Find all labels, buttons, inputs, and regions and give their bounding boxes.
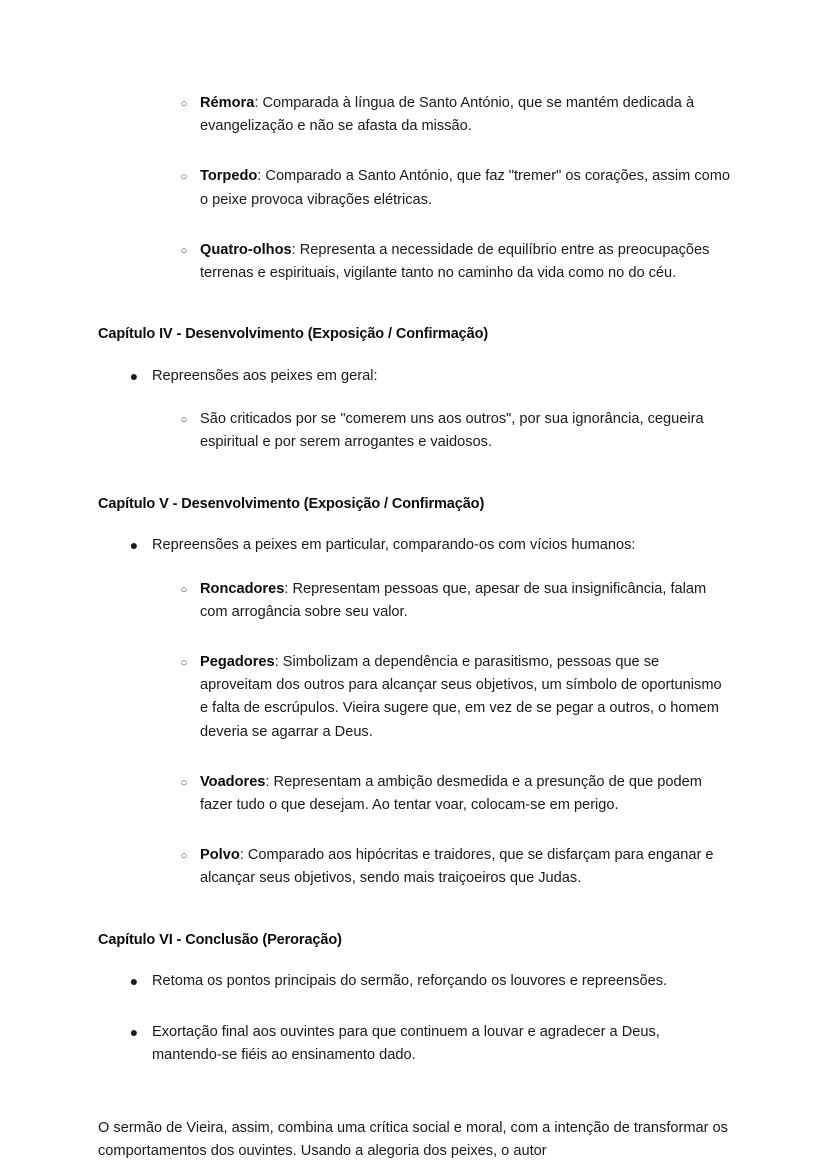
document-content bbox=[98, 92, 732, 1163]
hollow-circle-bullet-icon: ○ bbox=[180, 776, 188, 789]
spacer bbox=[98, 285, 732, 324]
list-item-text bbox=[200, 165, 732, 211]
list-item-text: São criticados por se "comerem uns aos outros", por sua ignorância, cegueira espiritual e por serem arrogantes e vaidosos. bbox=[200, 411, 704, 451]
list-item-term: Torpedo bbox=[200, 168, 258, 185]
list-item-term: Voadores bbox=[200, 773, 266, 790]
list-item-text bbox=[200, 239, 732, 285]
list-item bbox=[98, 651, 732, 744]
list-item bbox=[98, 1021, 732, 1067]
hollow-circle-bullet-icon: ○ bbox=[180, 583, 188, 596]
list-item bbox=[98, 408, 732, 454]
chapter-iv-list bbox=[98, 365, 732, 388]
spacer bbox=[98, 744, 732, 771]
list-item bbox=[98, 844, 732, 890]
list-item-body: : Representam a ambição desmedida e a presunção de que podem fazer tudo o que desejam. Ao tentar voar, colocam-se em perigo. bbox=[200, 773, 702, 813]
closing-paragraph: O sermão de Vieira, assim, combina uma crítica social e moral, com a intenção de transformar os comportamentos dos ouvintes. Usando a alegoria dos peixes, o autor bbox=[98, 1119, 728, 1160]
list-item-body: : Representam pessoas que, apesar de sua insignificância, falam com arrogância sobre seu valor. bbox=[200, 580, 707, 620]
list-item-text bbox=[200, 844, 732, 890]
spacer bbox=[98, 138, 732, 165]
list-item bbox=[98, 534, 732, 557]
hollow-circle-bullet-icon: ○ bbox=[180, 244, 188, 257]
spacer bbox=[98, 346, 732, 365]
list-item-text bbox=[200, 651, 732, 744]
spacer bbox=[98, 455, 732, 494]
list-item-body: : Comparado aos hipócritas e traidores, que se disfarçam para enganar e alcançar seus objetivos, sendo mais traiçoeiros que Judas. bbox=[200, 847, 714, 887]
chapter-iv-sublist bbox=[98, 408, 732, 454]
hollow-circle-bullet-icon: ○ bbox=[180, 171, 188, 184]
list-item-body: : Simbolizam a dependência e parasitismo, pessoas que se aproveitam dos outros para alcançar seus objetivos, um símbolo de oportunismo e falta de escrúpulos. Vieira sugere que, em vez de se pegar a outros, o homem deveria se agarrar a Deus. bbox=[200, 653, 722, 740]
list-item-text: Retoma os pontos principais do sermão, reforçando os louvores e repreensões. bbox=[152, 973, 668, 990]
spacer bbox=[98, 951, 732, 970]
hollow-circle-bullet-icon: ○ bbox=[180, 414, 188, 427]
list-item-term: Polvo bbox=[200, 847, 240, 864]
spacer bbox=[98, 994, 732, 1021]
list-item bbox=[98, 239, 732, 285]
spacer bbox=[98, 212, 732, 239]
list-item-body: : Comparada à língua de Santo António, que se mantém dedicada à evangelização e não se afasta da missão. bbox=[200, 95, 695, 135]
filled-disc-bullet-icon: ● bbox=[129, 537, 139, 554]
spacer bbox=[98, 891, 732, 930]
list-item-body: : Representa a necessidade de equilíbrio entre as preocupações terrenas e espirituais, vigilante tanto no caminho da vida como no do céu. bbox=[200, 241, 710, 282]
fish-items-top-list bbox=[98, 92, 732, 285]
chapter-v-heading: Capítulo V - Desenvolvimento (Exposição / Confirmação) bbox=[98, 495, 485, 512]
spacer bbox=[98, 558, 732, 578]
chapter-vi-heading: Capítulo VI - Conclusão (Peroração) bbox=[98, 931, 342, 948]
list-item-term: Pegadores bbox=[200, 653, 275, 670]
list-item bbox=[98, 365, 732, 388]
hollow-circle-bullet-icon: ○ bbox=[180, 98, 188, 110]
chapter-vi-list bbox=[98, 970, 732, 1067]
spacer bbox=[98, 817, 732, 844]
chapter-v-sublist bbox=[98, 578, 732, 891]
list-item-body: : Comparado a Santo António, que faz "tremer" os corações, assim como o peixe provoca vibrações elétricas. bbox=[200, 168, 731, 208]
spacer bbox=[98, 515, 732, 534]
list-item-text bbox=[200, 92, 732, 138]
filled-disc-bullet-icon: ● bbox=[129, 367, 139, 384]
list-item-term: Rémora bbox=[200, 95, 255, 111]
list-item-text: Exortação final aos ouvintes para que continuem a louvar e agradecer a Deus, mantendo-se fiéis ao ensinamento dado. bbox=[152, 1023, 660, 1063]
filled-disc-bullet-icon: ● bbox=[129, 1023, 139, 1040]
list-item-text bbox=[200, 578, 732, 624]
list-item-text: Repreensões aos peixes em geral: bbox=[152, 367, 378, 384]
hollow-circle-bullet-icon: ○ bbox=[180, 656, 188, 669]
chapter-iv-heading: Capítulo IV - Desenvolvimento (Exposição / Confirmação) bbox=[98, 326, 489, 343]
list-item-term: Roncadores bbox=[200, 580, 285, 597]
list-item bbox=[98, 165, 732, 211]
chapter-v-list bbox=[98, 534, 732, 557]
hollow-circle-bullet-icon: ○ bbox=[180, 850, 188, 863]
list-item bbox=[98, 578, 732, 624]
list-item-text bbox=[200, 771, 732, 817]
list-item bbox=[98, 970, 732, 993]
list-item bbox=[98, 92, 732, 138]
filled-disc-bullet-icon: ● bbox=[129, 973, 139, 990]
spacer bbox=[98, 388, 732, 408]
list-item-term: Quatro-olhos bbox=[200, 241, 292, 258]
spacer bbox=[98, 1067, 732, 1117]
list-item-text: Repreensões a peixes em particular, comparando-os com vícios humanos: bbox=[152, 537, 636, 554]
spacer bbox=[98, 624, 732, 651]
list-item bbox=[98, 771, 732, 817]
